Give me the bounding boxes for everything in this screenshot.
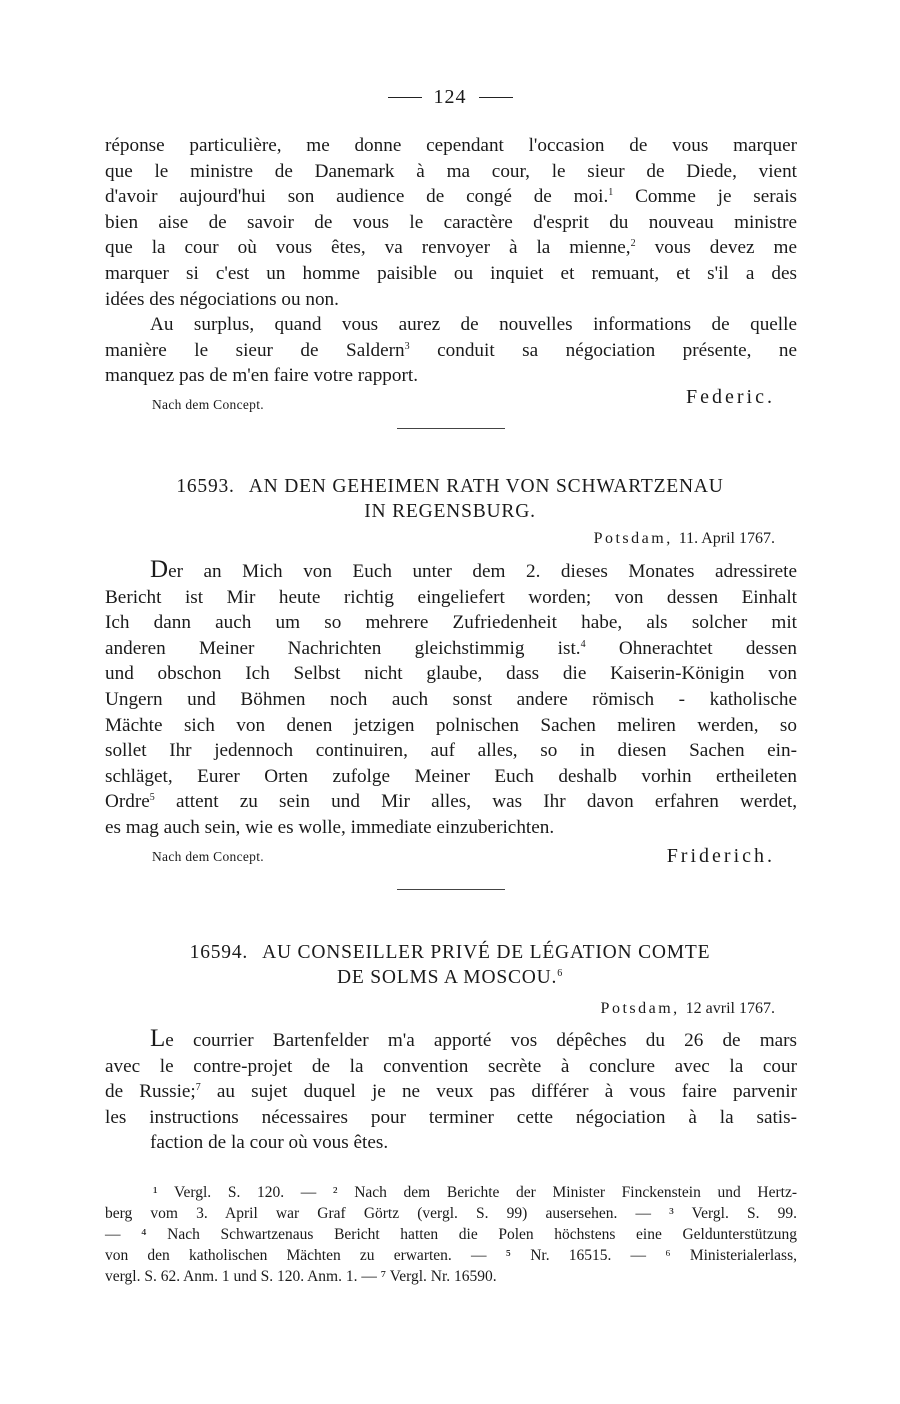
- letter-heading: [0, 474, 900, 524]
- text-segment: Ohnerachtet dessen: [585, 637, 797, 659]
- dateline-place: Potsdam,: [593, 530, 673, 547]
- dateline-place: Potsdam,: [600, 1000, 680, 1017]
- text-line: und obschon Ich Selbst nicht glaube, dass die Kaiserin-Königin von: [105, 663, 797, 685]
- letter-body: [105, 557, 797, 841]
- text-segment: Ordre: [105, 791, 150, 813]
- footnote-ref-2: 2: [630, 238, 636, 250]
- heading-text: DE SOLMS A MOSCOU.: [336, 967, 558, 988]
- text-line: [105, 1079, 797, 1105]
- text-line: faction de la cour où vous êtes.: [150, 1132, 389, 1154]
- heading-text: AN DEN GEHEIMEN RATH VON SCHWARTZENAU: [248, 476, 724, 497]
- intro-paragraph: [105, 133, 797, 389]
- text-line: avec le contre-projet de la convention secrète à conclure avec la cour: [105, 1055, 797, 1077]
- text-line: Mächte sich von denen jetzigen polnischen Sachen meliren werden, so: [105, 714, 797, 736]
- heading-line: [0, 474, 900, 499]
- text-line: schläget, Eurer Orten zufolge Meiner Euch deshalb vorhin ertheileten: [105, 765, 797, 787]
- text-line: réponse particulière, me donne cependant l'occasion de vous marquer: [105, 135, 797, 156]
- text-segment: que la cour où vous êtes, va renvoyer à la mienne,: [105, 237, 631, 259]
- text-segment: attent zu sein und Mir alles, was Ihr davon erfahren werdet,: [154, 791, 797, 813]
- text-segment: de Russie;: [105, 1081, 196, 1103]
- separator-rule: [397, 889, 505, 890]
- dateline-date: 12 avril 1767.: [685, 1000, 775, 1017]
- text-segment: manière le sieur de Saldern: [105, 339, 405, 361]
- source-note: Nach dem Concept.: [152, 397, 264, 412]
- initial-letter: L: [150, 1025, 166, 1052]
- dateline: [601, 1000, 775, 1018]
- source-note: Nach dem Concept.: [152, 849, 264, 864]
- footnote-ref-7: 7: [195, 1082, 201, 1094]
- separator-rule: [397, 428, 505, 429]
- text-line: marquer si c'est un homme paisible ou inquiet et remuant, et s'il a des: [105, 262, 797, 284]
- text-line: [105, 789, 797, 815]
- footnote-ref-4: 4: [580, 638, 586, 650]
- text-line: [105, 557, 797, 585]
- text-line: es mag auch sein, wie es wolle, immediate einzuberichten.: [105, 816, 555, 838]
- text-line: [105, 636, 797, 662]
- text-segment: Comme je serais: [613, 186, 797, 208]
- page-header: [0, 86, 900, 109]
- footnote-ref-3: 3: [404, 340, 410, 352]
- text-line: [105, 1026, 797, 1054]
- footnote-line: berg vom 3. April war Graf Görtz (vergl. S. 99) ausersehen. — ³ Vergl. S. 99.: [105, 1205, 797, 1222]
- text-segment: er an Mich von Euch unter dem 2. dieses Monates adressirete: [168, 561, 797, 582]
- page-number: 124: [433, 86, 467, 108]
- dateline: [594, 530, 775, 548]
- text-line: Au surplus, quand vous aurez de nouvelles informations de quelle: [150, 314, 797, 336]
- text-segment: vous devez me: [635, 237, 797, 259]
- footnote-ref-1: 1: [608, 187, 614, 199]
- signature: Federic.: [686, 386, 775, 408]
- letter-heading: [0, 940, 900, 990]
- heading-line: IN REGENSBURG.: [364, 501, 536, 522]
- initial-letter: D: [150, 556, 169, 583]
- footnote-line: ¹ Vergl. S. 120. — ² Nach dem Berichte der Minister Finckenstein und Hertz-: [153, 1184, 797, 1201]
- heading-line: [0, 965, 900, 990]
- footnote-line: von den katholischen Mächten zu erwarten. — ⁵ Nr. 16515. — ⁶ Ministerialerlass,: [105, 1247, 797, 1264]
- text-line: que le ministre de Danemark à ma cour, le sieur de Diede, vient: [105, 160, 797, 182]
- header-dash-right: [479, 97, 513, 98]
- heading-text: AU CONSEILLER PRIVÉ DE LÉGATION COMTE: [262, 942, 711, 963]
- text-line: manquez pas de m'en faire votre rapport.: [105, 365, 418, 387]
- text-line: [105, 184, 797, 210]
- text-segment: e courrier Bartenfelder m'a apporté vos dépêches du 26 de mars: [165, 1030, 797, 1051]
- text-line: Ungern und Böhmen noch auch sonst andere römisch - katholische: [105, 688, 797, 710]
- text-line: [105, 235, 797, 261]
- text-segment: d'avoir aujourd'hui son audience de congé de moi.: [105, 186, 609, 208]
- letter-body: [105, 1026, 797, 1156]
- dateline-date: 11. April 1767.: [678, 530, 775, 547]
- heading-line: [0, 940, 900, 965]
- text-line: les instructions nécessaires pour terminer cette négociation à la satis-: [105, 1106, 797, 1128]
- text-line: bien aise de savoir de vous le caractère d'esprit du nouveau ministre: [105, 211, 797, 233]
- signature: Friderich.: [666, 845, 775, 867]
- text-line: sollet Ihr jedennoch continuiren, auf alles, so in diesen Sachen ein-: [105, 740, 797, 762]
- text-segment: conduit sa négociation présente, ne: [409, 339, 797, 361]
- header-dash-left: [388, 97, 422, 98]
- text-line: Bericht ist Mir heute richtig eingeliefert worden; von dessen Einhalt: [105, 586, 797, 608]
- letter-number: 16594.: [189, 942, 249, 963]
- text-line: [105, 338, 797, 364]
- footnote-ref-6: 6: [557, 968, 564, 979]
- footnotes: [105, 1182, 797, 1287]
- text-line: Ich dann auch um so mehrere Zufriedenheit habe, als solcher mit: [105, 612, 797, 634]
- footnote-line: — ⁴ Nach Schwartzenaus Bericht hatten die Polen höchstens eine Geldunterstützung: [105, 1226, 797, 1243]
- footnote-ref-5: 5: [149, 792, 155, 804]
- letter-number: 16593.: [176, 476, 235, 497]
- text-segment: au sujet duquel je ne veux pas différer à vous faire parvenir: [200, 1081, 797, 1103]
- text-segment: anderen Meiner Nachrichten gleichstimmig ist.: [105, 637, 581, 659]
- text-line: idées des négociations ou non.: [105, 288, 339, 310]
- footnote-line: vergl. S. 62. Anm. 1 und S. 120. Anm. 1. — ⁷ Vergl. Nr. 16590.: [105, 1268, 497, 1285]
